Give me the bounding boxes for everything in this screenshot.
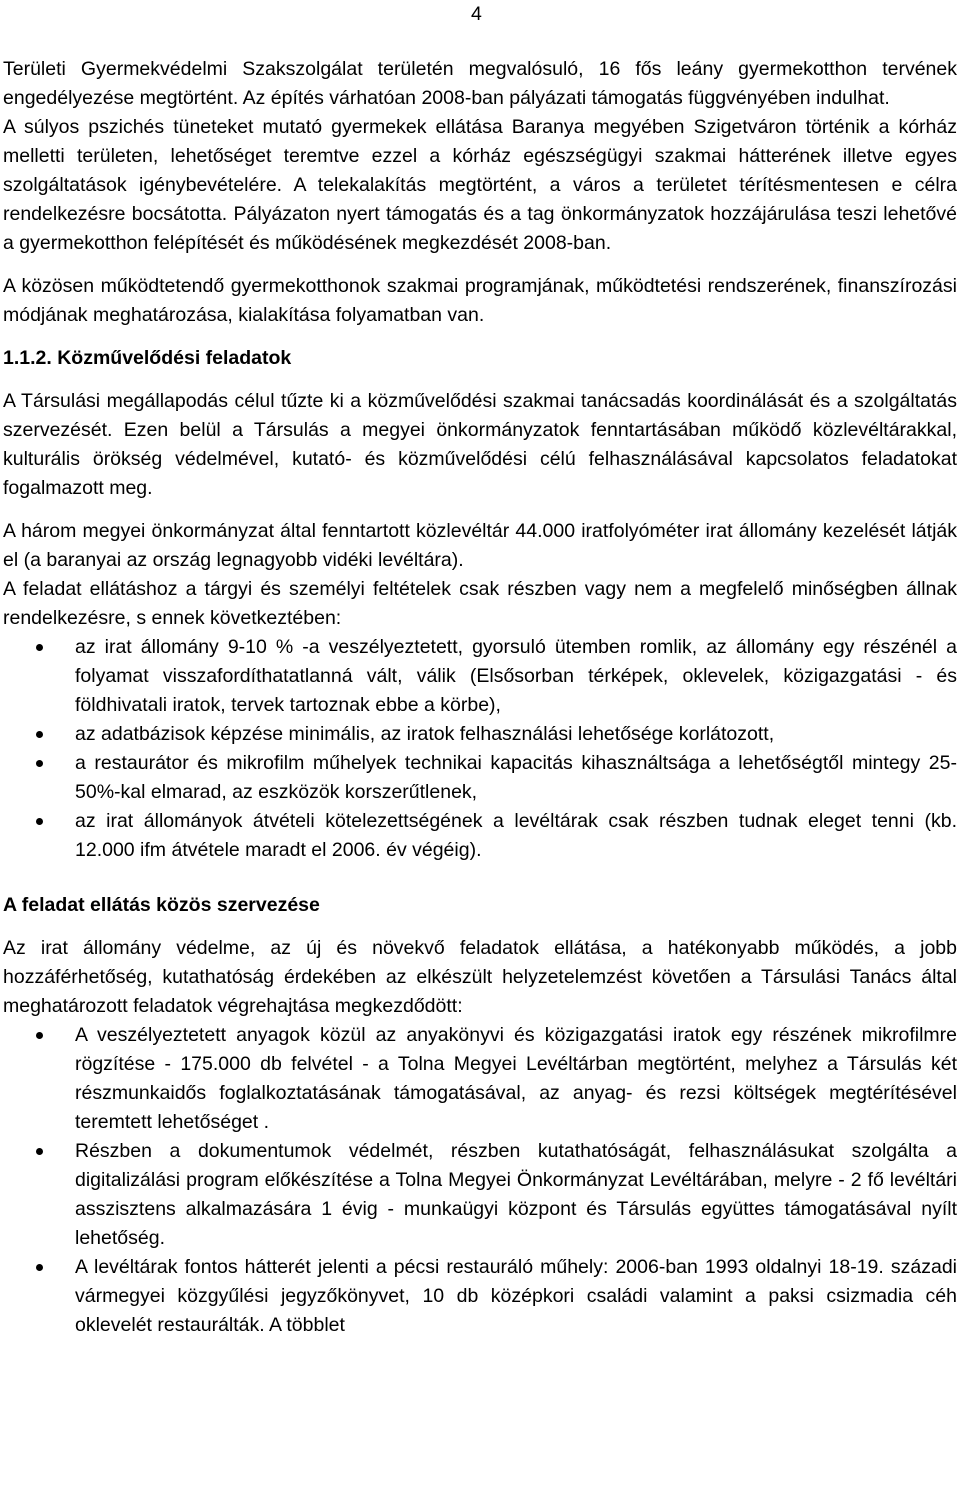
paragraph-feltetelek: A feladat ellátáshoz a tárgyi és személyi feltételek csak részben vagy nem a megfelelő minőségben állnak rendelkezésre, s ennek következtében: [3, 578, 957, 629]
paragraph-szakmai-program: A közösen működtetendő gyermekotthonok szakmai programjának, működtetési rendszerének, finanszírozási módjának meghatározása, kialakítása folyamatban van. [3, 275, 957, 326]
list-item: az irat állomány 9-10 % -a veszélyeztetett, gyorsuló ütemben romlik, az állomány egy részénél a folyamat visszafordíthatatlanná vált, válik (Elsősorban térképek, oklevelek, közigazgatási - és földhivatali iratok, tervek tartoznak ebbe a körbe), [3, 633, 957, 720]
paragraph-iratallomany-vedelme: Az irat állomány védelme, az új és növekvő feladatok ellátása, a hatékonyabb működés, a jobb hozzáférhetőség, kutathatóság érdekében az elkészült helyzetelemzést követően a Társulási Tanács által meghatározott feladatok végrehajtása megkezdődött: [3, 937, 957, 1017]
section-heading-kozos-szervezes: A feladat ellátás közös szervezése [3, 894, 320, 916]
list-item: az irat állományok átvételi kötelezettségének a levéltárak csak részben tudnak eleget tenni (kb. 12.000 ifm átvétele maradt el 2006. év végéig). [3, 807, 957, 865]
list-item: A veszélyeztetett anyagok közül az anyakönyvi és közigazgatási iratok egy részének mikrofilmre rögzítése - 175.000 db felvétel - a Tolna Megyei Levéltárban megtörtént, melyhez a Társulás két részmunkaidős foglalkoztatásának támogatásával, az anyag- és rezsi költségek megtérítésével teremtett lehetőséget . [3, 1021, 957, 1137]
paragraph-kozlevéltar: A három megyei önkormányzat által fenntartott közlevéltár 44.000 iratfolyóméter irat állomány kezelését látják el (a baranyai az ország legnagyobb vidéki levéltára). [3, 520, 957, 571]
paragraph-szigetvar: A súlyos pszichés tüneteket mutató gyermekek ellátása Baranya megyében Szigetváron történik a kórház melletti területen, lehetőséget teremtve ezzel a kórház egészségügyi szakmai hátterének illetve egyes szolgáltatások igénybevételére. A telekalakítás megtörtént, a város a területet térítésmentesen e célra rendelkezésre bocsátotta. Pályázaton nyert támogatás és a tag önkormányzatok hozzájárulása teszi lehetővé a gyermekotthon felépítését és működésének megkezdését 2008-ban. [3, 116, 957, 254]
list-item: Részben a dokumentumok védelmét, részben kutathatóságát, felhasználásukat szolgálta a digitalizálási program előkészítése a Tolna Megyei Önkormányzat Levéltárában, melyre - 2 fő levéltári asszisztens alkalmazására 1 évig - munkaügyi központ és Társulás együttes támogatásával nyílt lehetőség. [3, 1137, 957, 1253]
paragraph-tarsulasi-megallapodas: A Társulási megállapodás célul tűzte ki a közművelődési szakmai tanácsadás koordinálását és a szolgáltatás szervezését. Ezen belül a Társulás a megyei önkormányzatok fenntartásában működő közlevéltárakkal, kulturális örökség védelmével, kutató- és közművelődési célú felhasználásával kapcsolatos feladatokat fogalmazott meg. [3, 390, 957, 499]
list-item: A levéltárak fontos hátterét jelenti a pécsi restauráló műhely: 2006-ban 1993 oldalnyi 18-19. századi vármegyei közgyűlési jegyzőkönyvet, 10 db középkori családi valamint a paksi csizmadia céh oklevelét restaurálták. A többlet [3, 1253, 957, 1340]
section-heading-kozmuvelodes: 1.1.2. Közművelődési feladatok [3, 347, 292, 369]
page-number: 4 [471, 3, 482, 25]
list-item: a restaurátor és mikrofilm műhelyek technikai kapacitás kihasználtsága a lehetőségtől mintegy 25-50%-kal elmarad, az eszközök korszerűtlenek, [3, 749, 957, 807]
list-problems [3, 633, 957, 865]
paragraph-gyermekotthon-leany: Területi Gyermekvédelmi Szakszolgálat területén megvalósuló, 16 fős leány gyermekotthon tervének engedélyezése megtörtént. Az építés várhatóan 2008-ban pályázati támogatás függvényében indulhat. [3, 58, 957, 109]
list-item: az adatbázisok képzése minimális, az iratok felhasználási lehetősége korlátozott, [3, 720, 957, 749]
list-tasks [3, 1021, 957, 1340]
document-body [3, 55, 957, 1340]
